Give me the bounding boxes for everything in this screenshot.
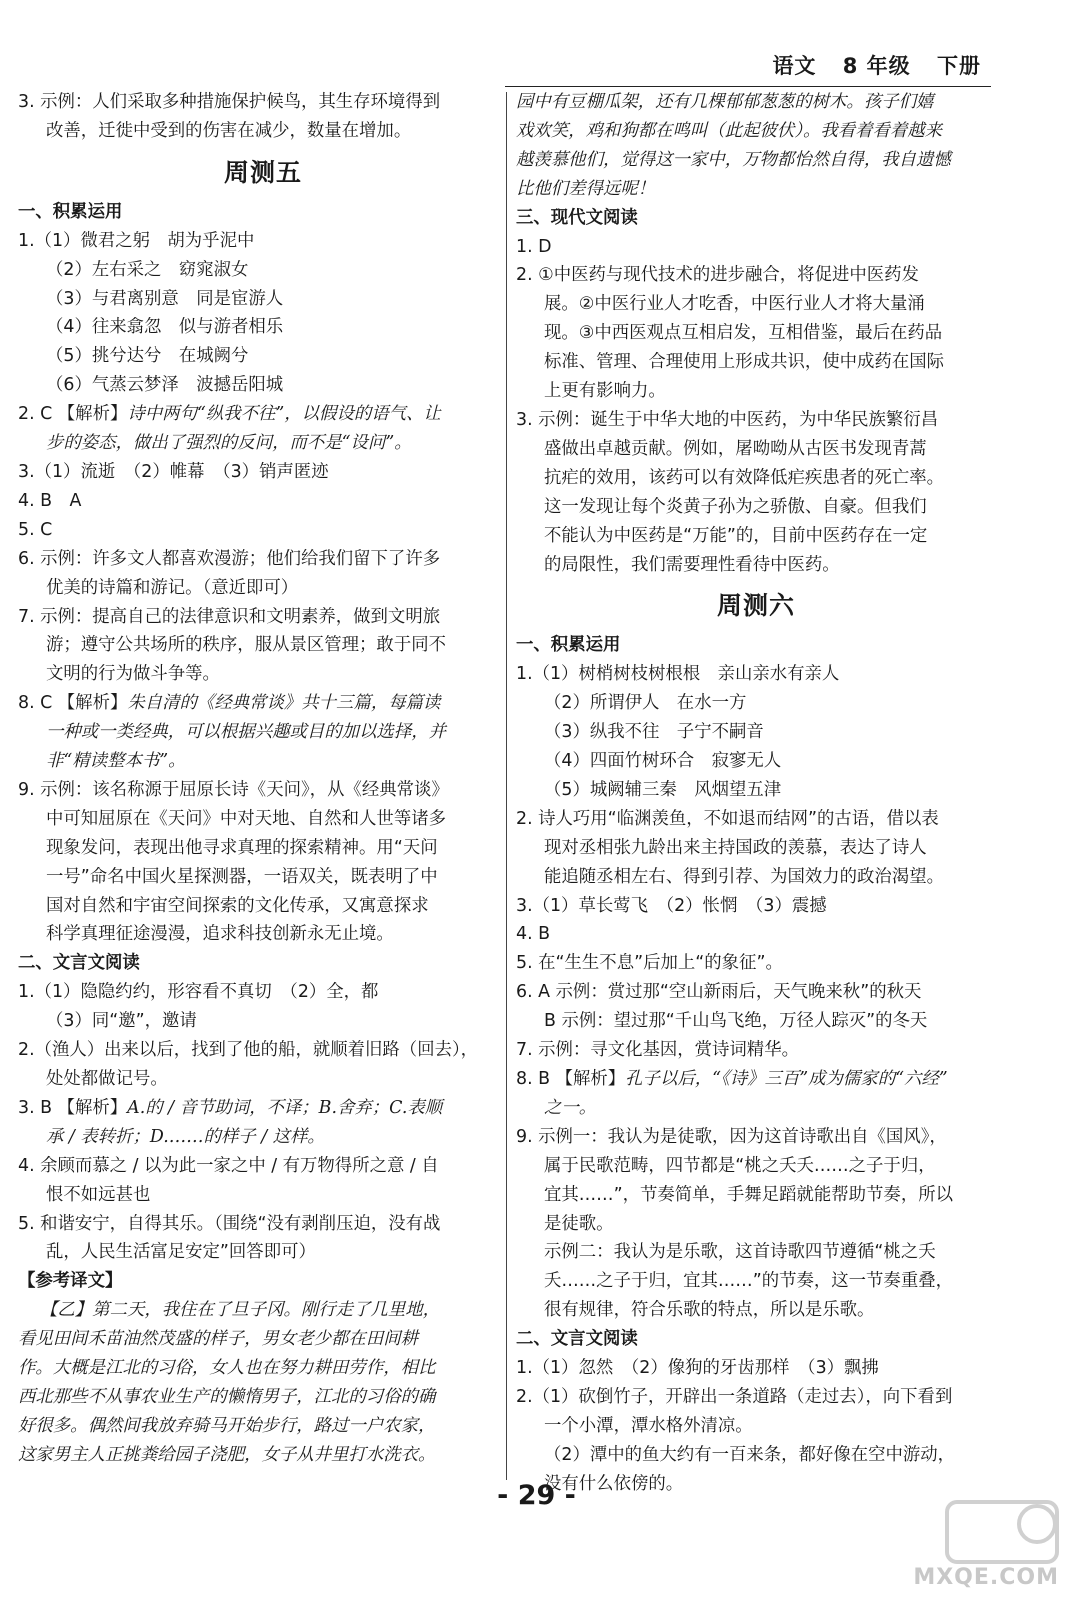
answer-line: 4. B A	[18, 490, 82, 511]
translation-line: 【乙】第二天，我住在了旦子冈。刚行走了几里地，	[40, 1300, 440, 1321]
answer-line: 1.（1）隐隐约约，形容看不真切 （2）全，都	[18, 982, 379, 1003]
answer-line: 示例二：我认为是乐歌，这首诗歌四节遵循“桃之夭	[544, 1242, 936, 1263]
section-heading: 三、现代文阅读	[516, 207, 638, 228]
answer-line: 1. D	[516, 236, 552, 257]
answer-line: 国对自然和宇宙空间探索的文化传承，又寓意探求	[46, 895, 429, 916]
answer-line: 上更有影响力。	[544, 381, 666, 402]
answer-line: 现对丞相张九龄出来主持国政的羡慕，表达了诗人	[544, 837, 927, 858]
section-heading: 二、文言文阅读	[18, 953, 140, 974]
answer-line: 现象发问，表现出他寻求真理的探索精神。用“天问	[46, 837, 438, 858]
answer-line: 展。②中医行业人才吃香，中医行业人才将大量涌	[544, 294, 925, 315]
answer-line: 这一发现让每个炎黄子孙为之骄傲、自豪。但我们	[544, 496, 927, 517]
answer-line: 一个小潭，潭水格外清凉。	[544, 1415, 753, 1436]
right-column	[516, 88, 996, 1499]
answer-line: B 示例：望过那“千山鸟飞绝，万径人踪灭”的冬天	[544, 1011, 928, 1032]
answer-line: 4. B	[516, 924, 551, 945]
answer-key: 3. B 【解析】	[18, 1097, 128, 1118]
answer-line: （6）气蒸云梦泽 波撼岳阳城	[46, 375, 284, 396]
translation-line: 看见田间禾苗油然茂盛的样子，男女老少都在田间耕	[18, 1329, 418, 1350]
answer-key: 2. C 【解析】	[18, 404, 128, 425]
analysis-text: 诗中两句“纵我不往”，以假设的语气、让	[127, 404, 441, 425]
header-rule	[505, 86, 991, 87]
answer-line: 现。③中西医观点互相启发，互相借鉴，最后在药品	[544, 323, 943, 344]
translation-line: 越羡慕他们，觉得这一家中，万物都怡然自得，我自遗憾	[516, 149, 951, 170]
answer-line: 6. 示例：许多文人都喜欢漫游；他们给我们留下了许多	[18, 548, 441, 569]
watermark-text: MXQE.COM	[913, 1565, 1059, 1590]
answer-line: 2.（渔人）出来以后，找到了他的船，就顺着旧路（回去），	[18, 1040, 479, 1061]
watermark-logo	[913, 1494, 1067, 1594]
answer-line	[18, 1094, 508, 1123]
answer-key: 8. C 【解析】	[18, 693, 128, 714]
answer-line: 属于民歌范畴，四节都是“桃之夭夭……之子于归，	[544, 1155, 936, 1176]
answer-line: （2）左右采之 窈窕淑女	[46, 259, 249, 280]
answer-line: 标准、管理、合理使用上形成共识，使中成药在国际	[544, 352, 944, 373]
answer-line: （3）与君离别意 同是宦游人	[46, 288, 284, 309]
translation-line: 戏欢笑，鸡和狗都在鸣叫（此起彼伏）。我看着看着越来	[516, 120, 943, 141]
answer-line: （2）潭中的鱼大约有一百来条，都好像在空中游动，	[544, 1444, 956, 1465]
answer-line: 改善，迁徙中受到的伤害在减少，数量在增加。	[46, 120, 412, 141]
answer-line: 7. 示例：提高自己的法律意识和文明素养，做到文明旅	[18, 606, 441, 627]
translation-line: 这家男主人正挑粪给园子浇肥，女子从井里打水洗衣。	[18, 1444, 436, 1465]
answer-line: 7. 示例：寻文化基因，赏诗词精华。	[516, 1040, 799, 1061]
answer-line: 5. 在“生生不息”后加上“的象征”。	[516, 953, 783, 974]
answer-line: 文明的行为做斗争等。	[46, 664, 220, 685]
translation-line: 西北那些不从事农业生产的懒惰男子，江北的习俗的确	[18, 1386, 436, 1407]
answer-key: 8. B 【解析】	[516, 1069, 626, 1089]
analysis-text: 之一。	[544, 1097, 597, 1118]
answer-line: 抗疟的效用，该药可以有效降低疟疾患者的死亡率。	[544, 467, 944, 488]
answer-line: 3. 示例：诞生于中华大地的中医药，为中华民族繁衍昌	[516, 409, 939, 430]
answer-line: 恨不如远甚也	[46, 1184, 151, 1205]
reference-translation-heading: 【参考译文】	[18, 1271, 123, 1292]
left-column	[18, 88, 508, 1470]
analysis-text: 孔子以后，“《诗》三百”成为儒家的“六经”	[625, 1069, 948, 1089]
answer-line: 3.（1）草长莺飞 （2）怅惘 （3）震撼	[516, 895, 827, 916]
answer-line: 2.（1）砍倒竹子，开辟出一条道路（走过去），向下看到	[516, 1386, 953, 1407]
answer-line: 1.（1）树梢树枝树根根 亲山亲水有亲人	[516, 664, 840, 685]
answer-line: 很有规律，符合乐歌的特点，所以是乐歌。	[544, 1300, 875, 1321]
answer-line: 2. ①中医药与现代技术的进步融合，将促进中医药发	[516, 265, 919, 286]
section-heading: 一、积累运用	[18, 201, 123, 222]
answer-line: （2）所谓伊人 在水一方	[544, 693, 747, 714]
answer-line: （4）往来翕忽 似与游者相乐	[46, 317, 284, 338]
analysis-text: 非“精读整本书”。	[46, 751, 186, 772]
answer-line: 处处都做记号。	[46, 1069, 168, 1089]
answer-line: 没有什么依傍的。	[544, 1473, 684, 1494]
header-subject: 语文	[772, 54, 817, 78]
analysis-text: A.的 / 音节助词，不译；B.舍弃；C.表顺	[127, 1097, 443, 1118]
page-header	[754, 50, 981, 80]
section-heading: 二、文言文阅读	[516, 1329, 638, 1350]
answer-line	[18, 400, 508, 429]
answer-line: 6. A 示例：赏过那“空山新雨后，天气晚来秋”的秋天	[516, 982, 922, 1003]
analysis-text: 朱自清的《经典常谈》共十三篇，每篇读	[127, 693, 441, 714]
header-grade: 8 年级	[842, 54, 911, 78]
answer-line: 1.（1）忽然 （2）像狗的牙齿那样 （3）飘拂	[516, 1358, 879, 1379]
section-title-week5: 周测五	[223, 157, 302, 187]
section-heading: 一、积累运用	[516, 635, 621, 656]
page-number: - 29 -	[497, 1480, 576, 1511]
answer-line: 游；遵守公共场所的秩序，服从景区管理；敢于同不	[46, 635, 446, 656]
answer-line: 1.（1）微君之躬 胡为乎泥中	[18, 230, 255, 251]
translation-line: 好很多。偶然间我放弃骑马开始步行，路过一户农家，	[18, 1415, 436, 1436]
answer-line: 优美的诗篇和游记。（意近即可）	[46, 577, 299, 598]
answer-line: 2. 诗人巧用“临渊羡鱼，不如退而结网”的古语，借以表	[516, 808, 939, 829]
answer-line: 是徒歌。	[544, 1213, 614, 1234]
answer-line: 宜其……”，节奏简单，手舞足蹈就能帮助节奏，所以	[544, 1184, 953, 1205]
answer-line: 乱，人民生活富足安定”回答即可）	[46, 1242, 316, 1263]
answer-line: 一号”命名中国火星探测器，一语双关，既表明了中	[46, 866, 438, 887]
answer-line: 夭……之子于归，宜其……”的节奏，这一节奏重叠，	[544, 1271, 953, 1292]
answer-line: 盛做出卓越贡献。例如，屠呦呦从古医书发现青蒿	[544, 438, 927, 459]
translation-line: 比他们差得远呢！	[516, 178, 656, 199]
header-volume: 下册	[937, 54, 981, 78]
answer-line	[516, 1065, 996, 1094]
answer-line: 不能认为中医药是“万能”的，目前中医药存在一定	[544, 525, 928, 546]
answer-line: 3.（1）流逝 （2）帷幕 （3）销声匿迹	[18, 461, 329, 482]
answer-line: 科学真理征途漫漫，追求科技创新永无止境。	[46, 924, 394, 945]
analysis-text: 步的姿态，做出了强烈的反问，而不是“设问”。	[46, 433, 412, 454]
answer-line: 9. 示例：该名称源于屈原长诗《天问》，从《经典常谈》	[18, 779, 449, 800]
answer-line: 4. 余顾而慕之 / 以为此一家之中 / 有万物得所之意 / 自	[18, 1155, 439, 1176]
answer-line: （5）城阙辅三秦 风烟望五津	[544, 779, 782, 800]
answer-line: 9. 示例一：我认为是徒歌，因为这首诗歌出自《国风》，	[516, 1126, 947, 1147]
analysis-text: 一种或一类经典，可以根据兴趣或目的加以选择，并	[46, 722, 446, 743]
translation-line: 作。大概是江北的习俗，女人也在努力耕田劳作，相比	[18, 1358, 436, 1379]
section-title-week6: 周测六	[716, 591, 795, 621]
analysis-text: 承 / 表转折；D.……的样子 / 这样。	[46, 1126, 325, 1147]
answer-line: 的局限性，我们需要理性看待中医药。	[544, 554, 840, 575]
answer-line: 5. C	[18, 519, 53, 540]
answer-line	[18, 689, 508, 718]
translation-line: 园中有豆棚瓜架，还有几棵郁郁葱葱的树木。孩子们嬉	[516, 92, 934, 112]
answer-line: （3）同“邀”，邀请	[46, 1011, 197, 1032]
answer-line: 中可知屈原在《天问》中对天地、自然和人世等诸多	[46, 808, 446, 829]
answer-line: （5）挑兮达兮 在城阙兮	[46, 346, 249, 367]
answer-line: （3）纵我不往 子宁不嗣音	[544, 722, 764, 743]
answer-line: 5. 和谐安宁，自得其乐。（围绕“没有剥削压迫，没有战	[18, 1213, 441, 1234]
answer-line: 能追随丞相左右、得到引荐、为国效力的政治渴望。	[544, 866, 944, 887]
answer-line: （4）四面竹树环合 寂寥无人	[544, 751, 782, 772]
answer-line: 3. 示例：人们采取多种措施保护候鸟，其生存环境得到	[18, 92, 441, 112]
